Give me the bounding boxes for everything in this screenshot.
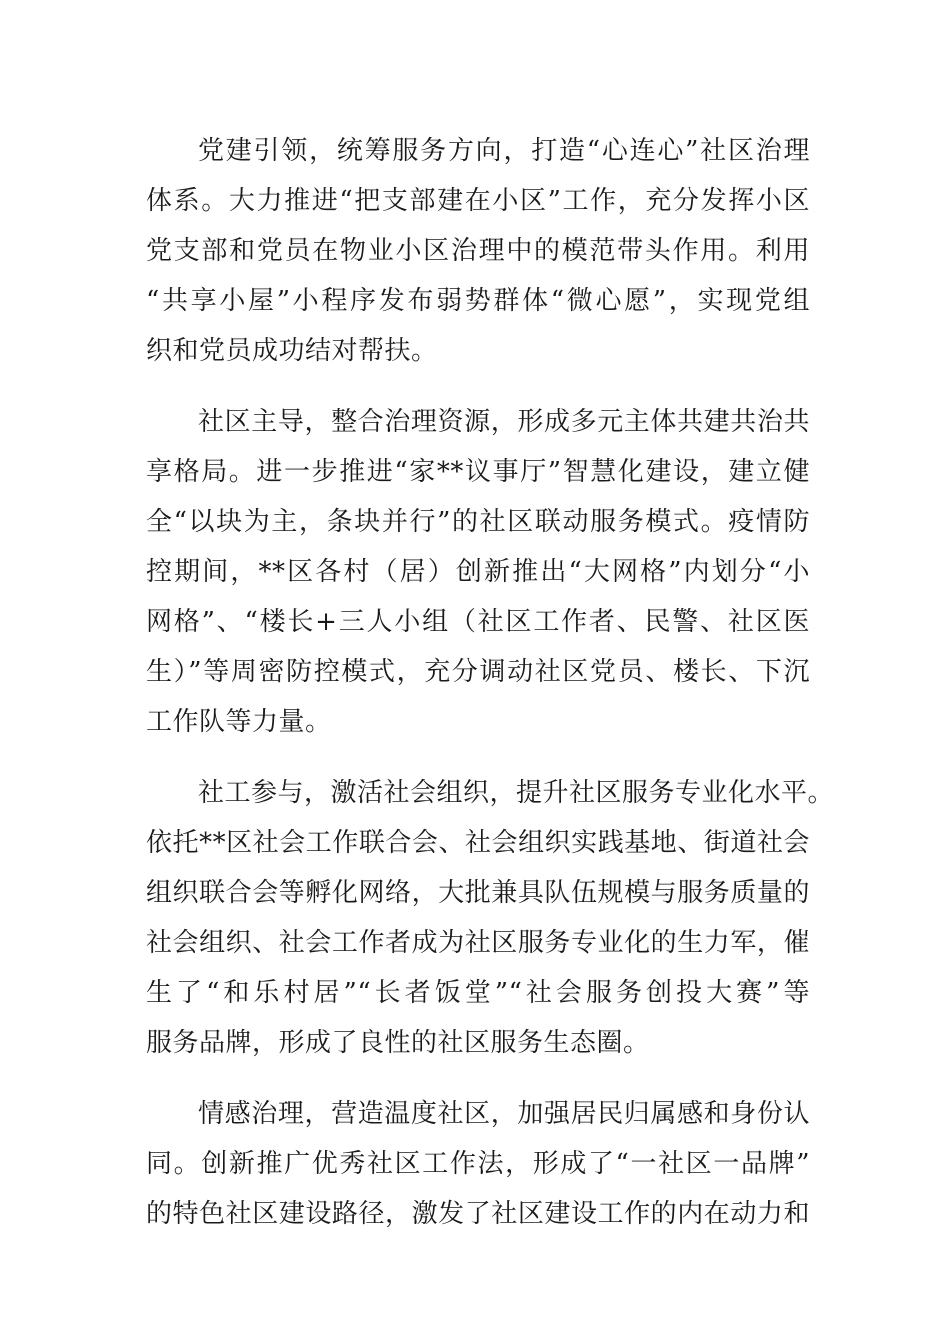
paragraph-line: 党建引领，统筹服务方向，打造“心连心”社区治理 xyxy=(198,136,810,166)
paragraph-line: 全“以块为主，条块并行”的社区联动服务模式。疫情防 xyxy=(146,507,810,537)
paragraph-emotional-governance xyxy=(146,1089,810,1239)
paragraph-spacer xyxy=(146,747,810,768)
paragraph-line: 同。创新推广优秀社区工作法，形成了“一社区一品牌” xyxy=(146,1149,810,1179)
paragraph-line: 控期间，**区各村（居）创新推出“大网格”内划分“小 xyxy=(146,557,810,587)
paragraph-spacer xyxy=(146,376,810,397)
paragraph-social-work xyxy=(146,768,835,1068)
paragraph-line: 社会组织、社会工作者成为社区服务专业化的生力军，催 xyxy=(146,928,810,958)
paragraph-party-leadership xyxy=(146,126,810,376)
paragraph-line: 组织联合会等孵化网络，大批兼具队伍规模与服务质量的 xyxy=(146,878,810,908)
paragraph-line: 的特色社区建设路径，激发了社区建设工作的内在动力和 xyxy=(146,1199,810,1229)
paragraph-line: 依托**区社会工作联合会、社会组织实践基地、街道社会 xyxy=(146,828,810,858)
paragraph-community-led xyxy=(146,397,810,747)
paragraph-line: 党支部和党员在物业小区治理中的模范带头作用。利用 xyxy=(146,236,810,266)
paragraph-line: 工作队等力量。 xyxy=(146,707,332,737)
paragraph-line: “共享小屋”小程序发布弱势群体“微心愿”，实现党组 xyxy=(146,286,810,316)
paragraph-line: 织和党员成功结对帮扶。 xyxy=(146,336,438,366)
document-body xyxy=(146,126,835,1239)
paragraph-line: 享格局。进一步推进“家**议事厅”智慧化建设，建立健 xyxy=(146,457,810,487)
paragraph-line: 社区主导，整合治理资源，形成多元主体共建共治共 xyxy=(198,407,810,437)
paragraph-line: 服务品牌，形成了良性的社区服务生态圈。 xyxy=(146,1028,650,1058)
paragraph-line: 社工参与，激活社会组织，提升社区服务专业化水平。 xyxy=(198,778,835,808)
paragraph-spacer xyxy=(146,1068,810,1089)
paragraph-line: 情感治理，营造温度社区，加强居民归属感和身份认 xyxy=(198,1099,810,1129)
paragraph-line: 生了“和乐村居”“长者饭堂”“社会服务创投大赛”等 xyxy=(146,978,810,1008)
paragraph-line: 生）”等周密防控模式，充分调动社区党员、楼长、下沉 xyxy=(146,657,810,687)
paragraph-line: 网格”、“楼长+三人小组（社区工作者、民警、社区医 xyxy=(146,607,810,637)
paragraph-line: 体系。大力推进“把支部建在小区”工作，充分发挥小区 xyxy=(146,186,810,216)
